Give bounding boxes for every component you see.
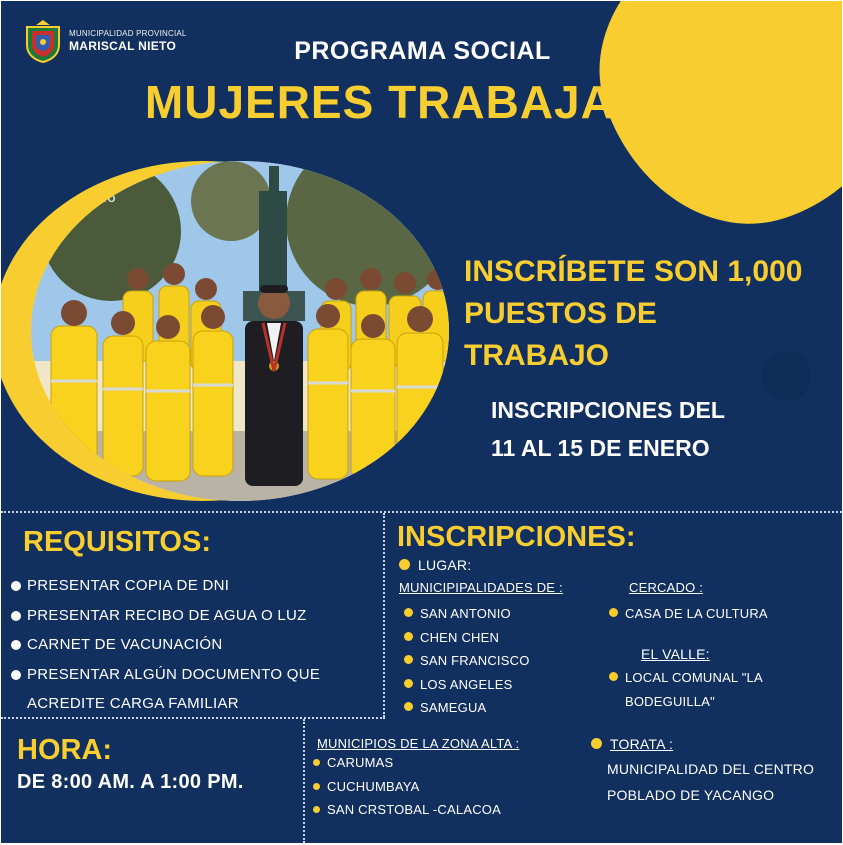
valle-place-line-2: BODEGUILLA" — [625, 694, 715, 709]
bullet-icon — [404, 632, 413, 641]
list-item: SAN FRANCISCO — [404, 653, 530, 668]
list-item: CARNET DE VACUNACIÓN — [11, 630, 371, 660]
dates-line-1: INSCRIPCIONES DEL — [491, 397, 725, 423]
requisitos-title: REQUISITOS: — [23, 526, 211, 558]
requisitos-list — [11, 571, 371, 718]
bullet-icon — [609, 608, 618, 617]
bullet-icon — [11, 581, 21, 591]
torata-place-line-1: MUNICIPALIDAD DEL CENTRO — [607, 761, 815, 777]
list-item: LOS ANGELES — [404, 677, 513, 692]
bullet-icon — [404, 702, 413, 711]
municipalidades-title: MUNICIPIPALIDADES DE : — [399, 580, 563, 595]
bullet-icon — [404, 679, 413, 688]
headline — [464, 251, 834, 377]
valle-title: EL VALLE: — [641, 646, 710, 662]
bullet-icon — [399, 559, 410, 570]
logo-line-2: MARISCAL NIETO — [69, 39, 177, 53]
list-item: CHEN CHEN — [404, 630, 499, 645]
bullet-icon — [11, 640, 21, 650]
bullet-icon — [313, 806, 320, 813]
headline-line-2: PUESTOS DE — [464, 297, 657, 330]
registration-dates — [491, 391, 821, 467]
list-item: SAN CRSTOBAL -CALACOA — [313, 802, 501, 817]
zona-alta-title: MUNICIPIOS DE LA ZONA ALTA : — [317, 736, 520, 751]
valle-place-line-1: LOCAL COMUNAL "LA — [609, 670, 763, 685]
logo-line-1: MUNICIPALIDAD PROVINCIAL — [69, 29, 187, 38]
divider-zona-alta — [303, 719, 305, 843]
program-title: MUJERES TRABAJANDO — [144, 76, 721, 128]
list-item: PRESENTAR RECIBO DE AGUA O LUZ — [11, 601, 371, 631]
dates-line-2: 11 AL 15 DE ENERO — [491, 435, 710, 461]
hora-title: HORA: — [17, 734, 113, 766]
torata-place-line-2: POBLADO DE YACANGO — [607, 787, 775, 803]
inscripciones-title: INSCRIPCIONES: — [397, 521, 636, 553]
poster — [1, 1, 842, 843]
bullet-icon — [313, 759, 320, 766]
list-item: SAMEGUA — [404, 700, 486, 715]
cercado-place: CASA DE LA CULTURA — [609, 606, 768, 621]
list-item: PRESENTAR COPIA DE DNI — [11, 571, 371, 601]
torata-title: TORATA : — [591, 736, 673, 752]
list-item-continuation: ACREDITE CARGA FAMILIAR — [27, 695, 239, 712]
program-eyebrow: PROGRAMA SOCIAL — [294, 37, 551, 65]
headline-line-1: INSCRÍBETE SON 1,000 — [464, 255, 803, 288]
bullet-icon — [11, 611, 21, 621]
group-photo — [31, 161, 449, 501]
list-item: CUCHUMBAYA — [313, 779, 420, 794]
lugar-label: LUGAR: — [399, 557, 471, 573]
bullet-icon — [313, 783, 320, 790]
bullet-icon — [404, 608, 413, 617]
list-item: PRESENTAR ALGÚN DOCUMENTO QUE — [11, 660, 371, 690]
bullet-icon — [11, 670, 21, 680]
cercado-title: CERCADO : — [629, 580, 704, 595]
photo-watermark-text: ETO — [95, 194, 116, 205]
bullet-icon — [591, 738, 602, 749]
hora-value: DE 8:00 AM. A 1:00 PM. — [17, 771, 244, 793]
list-item: CARUMAS — [313, 755, 393, 770]
headline-line-3: TRABAJO — [464, 339, 610, 372]
bullet-icon — [609, 672, 618, 681]
list-item: SAN ANTONIO — [404, 606, 511, 621]
divider-top — [1, 511, 842, 513]
bullet-icon — [404, 655, 413, 664]
divider-requisitos — [383, 513, 385, 717]
